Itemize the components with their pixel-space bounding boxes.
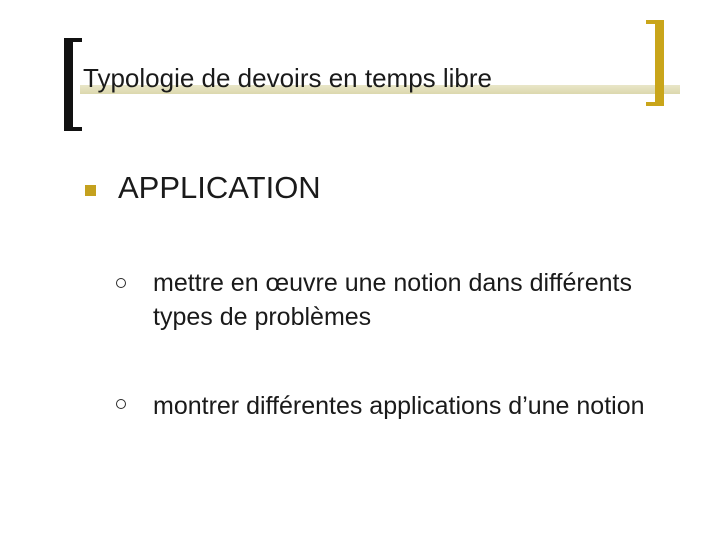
ring-bullet-icon xyxy=(116,399,126,409)
left-bracket-bottom xyxy=(64,127,82,131)
square-bullet-icon xyxy=(85,185,96,196)
left-bracket-top xyxy=(64,38,82,42)
right-bracket-bar xyxy=(655,20,664,106)
sub-bullet-text: montrer différentes applications d’une notion xyxy=(153,392,645,420)
sub-bullet-text: mettre en œuvre une notion dans différents types de problèmes xyxy=(153,269,632,331)
left-bracket-bar xyxy=(64,38,73,131)
slide-title: Typologie de devoirs en temps libre xyxy=(83,63,493,93)
ring-bullet-icon xyxy=(116,278,126,288)
bullet-text: APPLICATION xyxy=(118,170,321,205)
right-bracket-top xyxy=(646,20,664,24)
right-bracket-bottom xyxy=(646,102,664,106)
